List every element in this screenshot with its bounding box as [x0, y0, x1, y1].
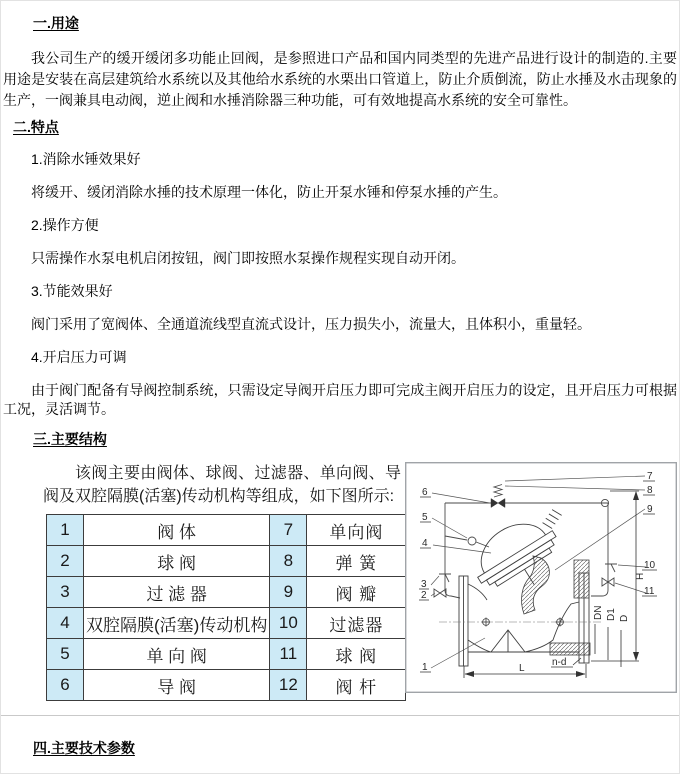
- feature-4-title: 4.开启压力可调: [31, 349, 127, 365]
- callout-10-label: 10: [644, 560, 656, 571]
- section-params-heading: 四.主要技术参数: [33, 740, 135, 756]
- part-name-cell: 单 向 阀: [84, 639, 270, 670]
- dim-D1-label: D1: [606, 608, 617, 621]
- flange-seat-section: [550, 643, 590, 655]
- section-features-heading: 二.特点: [13, 119, 59, 135]
- part-number-cell: 7: [270, 515, 307, 546]
- valve-cross-section-drawing: [405, 462, 677, 693]
- feature-2-title: 2.操作方便: [31, 217, 99, 233]
- part-number-cell: 3: [47, 577, 84, 608]
- callout-11-label: 11: [644, 586, 655, 597]
- table-row: [47, 670, 406, 701]
- part-number-cell: 9: [270, 577, 307, 608]
- part-number-cell: 1: [47, 515, 84, 546]
- callout-1-label: 1: [422, 662, 428, 673]
- feature-3-body: 阀门采用了宽阀体、全通道流线型直流式设计，压力损失小，流量大，且体积小，重量轻。: [31, 316, 591, 332]
- table-row: [47, 546, 406, 577]
- structure-figure: [1, 458, 679, 716]
- part-name-cell: 球 阀: [307, 639, 406, 670]
- dim-H-label: H: [635, 572, 646, 580]
- part-number-cell: 2: [47, 546, 84, 577]
- part-name-cell: 过 滤 器: [84, 577, 270, 608]
- callout-8-label: 8: [647, 485, 653, 496]
- callout-4-label: 4: [422, 538, 428, 549]
- dim-DN-label: DN: [593, 605, 604, 620]
- feature-1-title: 1.消除水锤效果好: [31, 151, 141, 167]
- callout-2-label: 2: [421, 590, 427, 601]
- callout-7-label: 7: [647, 471, 653, 482]
- feature-3-title: 3.节能效果好: [31, 283, 113, 299]
- dim-nd-label: n-d: [552, 657, 567, 668]
- part-number-cell: 8: [270, 546, 307, 577]
- part-name-cell: 阀 体: [84, 515, 270, 546]
- feature-4-body: 由于阀门配备有导阀控制系统，只需设定导阀开启压力即可完成主阀开启压力的设定，且开启压力可根据工况，灵活调节。: [3, 382, 677, 417]
- part-name-cell: 过滤器: [307, 608, 406, 639]
- part-name-cell: 球 阀: [84, 546, 270, 577]
- dim-L-label: L: [519, 663, 525, 674]
- callout-9-label: 9: [647, 504, 653, 515]
- section-use-paragraph: 我公司生产的缓开缓闭多功能止回阀，是参照进口产品和国内同类型的先进产品进行设计的制造的.主要用途是安装在高层建筑给水系统以及其他给水系统的水栗出口管道上，防止介质倒流，防止水捶及水击现象的生产，一阀兼具电动阀，逆止阀和水捶消除器三种功能，可有效地提高水系统的安全可靠性。: [3, 50, 677, 108]
- part-number-cell: 12: [270, 670, 307, 701]
- table-row: [47, 515, 406, 546]
- feature-2-body: 只需操作水泵电机启闭按钮，阀门即按照水泵操作规程实现自动开闭。: [31, 250, 465, 266]
- valve-diagram: [405, 462, 677, 693]
- part-name-cell: 阀 杆: [307, 670, 406, 701]
- part-name-cell: 双腔隔膜(活塞)传动机构: [84, 608, 270, 639]
- part-name-cell: 弹 簧: [307, 546, 406, 577]
- part-number-cell: 4: [47, 608, 84, 639]
- part-name-cell: 导 阀: [84, 670, 270, 701]
- callout-3-label: 3: [421, 579, 427, 590]
- part-number-cell: 10: [270, 608, 307, 639]
- callout-6-label: 6: [422, 487, 428, 498]
- table-row: [47, 639, 406, 670]
- table-row: [47, 608, 406, 639]
- body-wall-section: [574, 560, 589, 598]
- section-use-heading: 一.用途: [33, 15, 79, 31]
- part-number-cell: 6: [47, 670, 84, 701]
- dim-D-label: D: [619, 614, 630, 622]
- part-name-cell: 阀 瓣: [307, 577, 406, 608]
- callout-5-label: 5: [422, 512, 428, 523]
- part-name-cell: 单向阀: [307, 515, 406, 546]
- section-structure-heading: 三.主要结构: [33, 431, 107, 447]
- table-row: [47, 577, 406, 608]
- part-number-cell: 11: [270, 639, 307, 670]
- part-number-cell: 5: [47, 639, 84, 670]
- feature-1-body: 将缓开、缓闭消除水捶的技术原理一体化，防止开泵水锤和停泵水捶的产生。: [31, 184, 507, 200]
- structure-intro: 该阀主要由阀体、球阀、过滤器、单向阀、导阀及双腔隔膜(活塞)传动机构等组成，如下图所示:: [43, 465, 401, 505]
- parts-table: [46, 514, 406, 701]
